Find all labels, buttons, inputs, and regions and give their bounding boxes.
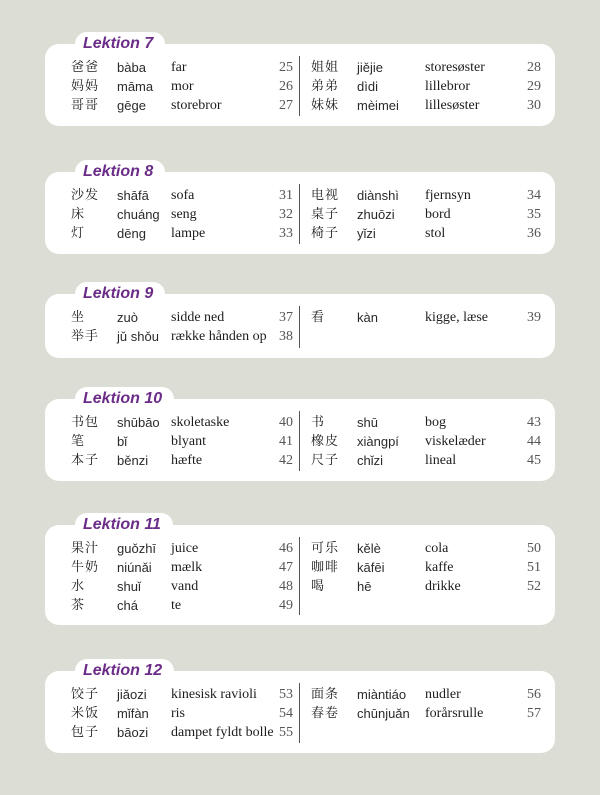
word-number: 48	[279, 579, 293, 594]
vocabulary-row	[311, 577, 541, 596]
pinyin-text: bǐ	[117, 434, 128, 449]
pinyin-text: dēng	[117, 226, 146, 241]
pinyin-text: yǐzi	[357, 226, 376, 241]
word-number: 35	[527, 207, 541, 222]
pinyin-text: hē	[357, 579, 372, 594]
danish-translation: forårsrulle	[425, 706, 484, 721]
vocabulary-column-left	[71, 539, 293, 615]
lesson-title: Lektion 11	[75, 513, 173, 537]
chinese-word: 妹妹	[311, 98, 340, 113]
pinyin-text: jǔ shǒu	[117, 329, 159, 344]
chinese-word: 爸爸	[71, 60, 100, 75]
danish-translation: skoletaske	[171, 415, 230, 430]
vocabulary-row	[71, 327, 293, 346]
pinyin-text: zhuōzi	[357, 207, 395, 222]
word-number: 56	[527, 687, 541, 702]
vocabulary-row	[71, 77, 293, 96]
vocabulary-box	[45, 172, 555, 254]
danish-translation: fjernsyn	[425, 188, 471, 203]
word-number: 54	[279, 706, 293, 721]
vocabulary-column-right	[311, 58, 541, 115]
chinese-word: 尺子	[311, 453, 340, 468]
danish-translation: dampet fyldt bolle	[171, 725, 274, 740]
chinese-word: 看	[311, 310, 326, 325]
danish-translation: vand	[171, 579, 199, 594]
danish-translation: sofa	[171, 188, 195, 203]
pinyin-text: mèimei	[357, 98, 399, 113]
vocabulary-row	[311, 186, 541, 205]
vocabulary-row	[311, 413, 541, 432]
danish-translation: nudler	[425, 687, 461, 702]
vocabulary-row	[311, 224, 541, 243]
word-number: 27	[279, 98, 293, 113]
pinyin-text: diànshì	[357, 188, 399, 203]
chinese-word: 橡皮	[311, 434, 340, 449]
danish-translation: hæfte	[171, 453, 203, 468]
word-number: 47	[279, 560, 293, 575]
pinyin-text: guǒzhī	[117, 541, 157, 556]
pinyin-text: miàntiáo	[357, 687, 407, 702]
chinese-word: 包子	[71, 725, 100, 740]
danish-translation: mor	[171, 79, 194, 94]
word-number: 36	[527, 226, 541, 241]
lesson-title: Lektion 7	[75, 32, 165, 56]
column-divider	[299, 683, 300, 743]
vocabulary-row	[311, 704, 541, 723]
pinyin-text: zuò	[117, 310, 138, 325]
column-divider	[299, 537, 300, 615]
chinese-word: 可乐	[311, 541, 340, 556]
chinese-word: 桌子	[311, 207, 340, 222]
word-number: 34	[527, 188, 541, 203]
chinese-word: 妈妈	[71, 79, 100, 94]
word-number: 31	[279, 188, 293, 203]
danish-translation: kigge, læse	[425, 310, 488, 325]
word-number: 57	[527, 706, 541, 721]
chinese-word: 果汁	[71, 541, 100, 556]
lesson-title: Lektion 10	[75, 387, 174, 411]
pinyin-text: kělè	[357, 541, 381, 556]
lesson-section	[45, 659, 555, 755]
vocabulary-column-right	[311, 413, 541, 470]
word-number: 39	[527, 310, 541, 325]
vocabulary-row	[71, 96, 293, 115]
lesson-title: Lektion 12	[75, 659, 174, 683]
pinyin-text: kāfēi	[357, 560, 385, 575]
danish-translation: lillesøster	[425, 98, 480, 113]
word-number: 52	[527, 579, 541, 594]
pinyin-text: shuǐ	[117, 579, 141, 594]
chinese-word: 笔	[71, 434, 86, 449]
chinese-word: 茶	[71, 598, 86, 613]
vocabulary-row	[71, 596, 293, 615]
lesson-section	[45, 282, 555, 360]
column-divider	[299, 411, 300, 471]
chinese-word: 电视	[311, 188, 340, 203]
word-number: 46	[279, 541, 293, 556]
word-number: 51	[527, 560, 541, 575]
danish-translation: far	[171, 60, 187, 75]
vocabulary-row	[311, 432, 541, 451]
danish-translation: storesøster	[425, 60, 485, 75]
chinese-word: 椅子	[311, 226, 340, 241]
vocabulary-column-left	[71, 186, 293, 243]
vocabulary-box	[45, 44, 555, 126]
word-number: 26	[279, 79, 293, 94]
column-divider	[299, 184, 300, 244]
chinese-word: 喝	[311, 579, 326, 594]
lesson-title: Lektion 8	[75, 160, 165, 184]
word-number: 38	[279, 329, 293, 344]
word-number: 29	[527, 79, 541, 94]
vocabulary-column-left	[71, 413, 293, 470]
chinese-word: 床	[71, 207, 86, 222]
vocabulary-row	[71, 413, 293, 432]
vocabulary-row	[311, 539, 541, 558]
chinese-word: 牛奶	[71, 560, 100, 575]
danish-translation: blyant	[171, 434, 206, 449]
vocabulary-row	[311, 451, 541, 470]
word-number: 49	[279, 598, 293, 613]
chinese-word: 弟弟	[311, 79, 340, 94]
vocabulary-row	[71, 205, 293, 224]
vocabulary-box	[45, 525, 555, 625]
chinese-word: 举手	[71, 329, 100, 344]
vocabulary-row	[311, 58, 541, 77]
vocabulary-row	[311, 77, 541, 96]
chinese-word: 坐	[71, 310, 86, 325]
chinese-word: 咖啡	[311, 560, 340, 575]
vocabulary-box	[45, 399, 555, 481]
vocabulary-row	[311, 558, 541, 577]
pinyin-text: chūnjuǎn	[357, 706, 410, 721]
danish-translation: cola	[425, 541, 449, 556]
chinese-word: 本子	[71, 453, 100, 468]
vocabulary-column-left	[71, 308, 293, 346]
word-number: 43	[527, 415, 541, 430]
vocabulary-row	[71, 577, 293, 596]
chinese-word: 饺子	[71, 687, 100, 702]
word-number: 37	[279, 310, 293, 325]
danish-translation: lillebror	[425, 79, 471, 94]
danish-translation: bord	[425, 207, 451, 222]
vocabulary-row	[71, 539, 293, 558]
word-number: 55	[279, 725, 293, 740]
pinyin-text: kàn	[357, 310, 378, 325]
chinese-word: 水	[71, 579, 86, 594]
vocabulary-row	[311, 205, 541, 224]
column-divider	[299, 56, 300, 116]
pinyin-text: niúnǎi	[117, 560, 152, 575]
danish-translation: ris	[171, 706, 185, 721]
pinyin-text: bàba	[117, 60, 146, 75]
word-number: 50	[527, 541, 541, 556]
word-number: 53	[279, 687, 293, 702]
pinyin-text: shū	[357, 415, 378, 430]
chinese-word: 灯	[71, 226, 86, 241]
chinese-word: 米饭	[71, 706, 100, 721]
chinese-word: 面条	[311, 687, 340, 702]
pinyin-text: bāozi	[117, 725, 149, 740]
vocabulary-column-right	[311, 685, 541, 723]
vocabulary-row	[71, 723, 293, 742]
column-divider	[299, 306, 300, 348]
chinese-word: 书包	[71, 415, 100, 430]
pinyin-text: jiějie	[357, 60, 384, 75]
word-number: 44	[527, 434, 541, 449]
vocabulary-column-right	[311, 539, 541, 596]
danish-translation: kaffe	[425, 560, 454, 575]
pinyin-text: běnzi	[117, 453, 149, 468]
danish-translation: storebror	[171, 98, 222, 113]
vocabulary-row	[71, 704, 293, 723]
danish-translation: sidde ned	[171, 310, 225, 325]
pinyin-text: chá	[117, 598, 138, 613]
chinese-word: 姐姐	[311, 60, 340, 75]
word-number: 33	[279, 226, 293, 241]
vocabulary-row	[71, 224, 293, 243]
vocabulary-column-right	[311, 186, 541, 243]
danish-translation: lampe	[171, 226, 206, 241]
danish-translation: stol	[425, 226, 446, 241]
lesson-section	[45, 387, 555, 483]
pinyin-text: jiǎozi	[117, 687, 147, 702]
chinese-word: 春卷	[311, 706, 340, 721]
danish-translation: seng	[171, 207, 197, 222]
word-number: 42	[279, 453, 293, 468]
lesson-section	[45, 513, 555, 627]
lesson-title: Lektion 9	[75, 282, 165, 306]
vocabulary-row	[71, 186, 293, 205]
danish-translation: te	[171, 598, 182, 613]
pinyin-text: mǐfàn	[117, 706, 149, 721]
word-number: 41	[279, 434, 293, 449]
word-number: 32	[279, 207, 293, 222]
word-number: 45	[527, 453, 541, 468]
vocabulary-column-left	[71, 685, 293, 742]
danish-translation: række hånden op	[171, 329, 267, 344]
chinese-word: 哥哥	[71, 98, 100, 113]
pinyin-text: dìdi	[357, 79, 378, 94]
danish-translation: bog	[425, 415, 446, 430]
pinyin-text: shūbāo	[117, 415, 160, 430]
lesson-section	[45, 160, 555, 256]
vocabulary-row	[71, 685, 293, 704]
vocabulary-row	[71, 308, 293, 327]
pinyin-text: xiàngpí	[357, 434, 399, 449]
vocabulary-row	[71, 58, 293, 77]
danish-translation: mælk	[171, 560, 203, 575]
chinese-word: 沙发	[71, 188, 100, 203]
vocabulary-row	[311, 685, 541, 704]
danish-translation: juice	[171, 541, 199, 556]
lesson-section	[45, 32, 555, 128]
danish-translation: drikke	[425, 579, 461, 594]
pinyin-text: shāfā	[117, 188, 149, 203]
vocabulary-row	[311, 96, 541, 115]
word-number: 40	[279, 415, 293, 430]
danish-translation: viskelæder	[425, 434, 486, 449]
pinyin-text: māma	[117, 79, 154, 94]
vocabulary-row	[71, 432, 293, 451]
pinyin-text: gēge	[117, 98, 146, 113]
vocabulary-row	[311, 308, 541, 327]
vocabulary-box	[45, 671, 555, 753]
pinyin-text: chǐzi	[357, 453, 384, 468]
vocabulary-column-left	[71, 58, 293, 115]
word-number: 28	[527, 60, 541, 75]
word-number: 25	[279, 60, 293, 75]
danish-translation: lineal	[425, 453, 457, 468]
danish-translation: kinesisk ravioli	[171, 687, 257, 702]
chinese-word: 书	[311, 415, 326, 430]
vocabulary-row	[71, 558, 293, 577]
pinyin-text: chuáng	[117, 207, 160, 222]
vocabulary-column-right	[311, 308, 541, 327]
vocabulary-row	[71, 451, 293, 470]
word-number: 30	[527, 98, 541, 113]
